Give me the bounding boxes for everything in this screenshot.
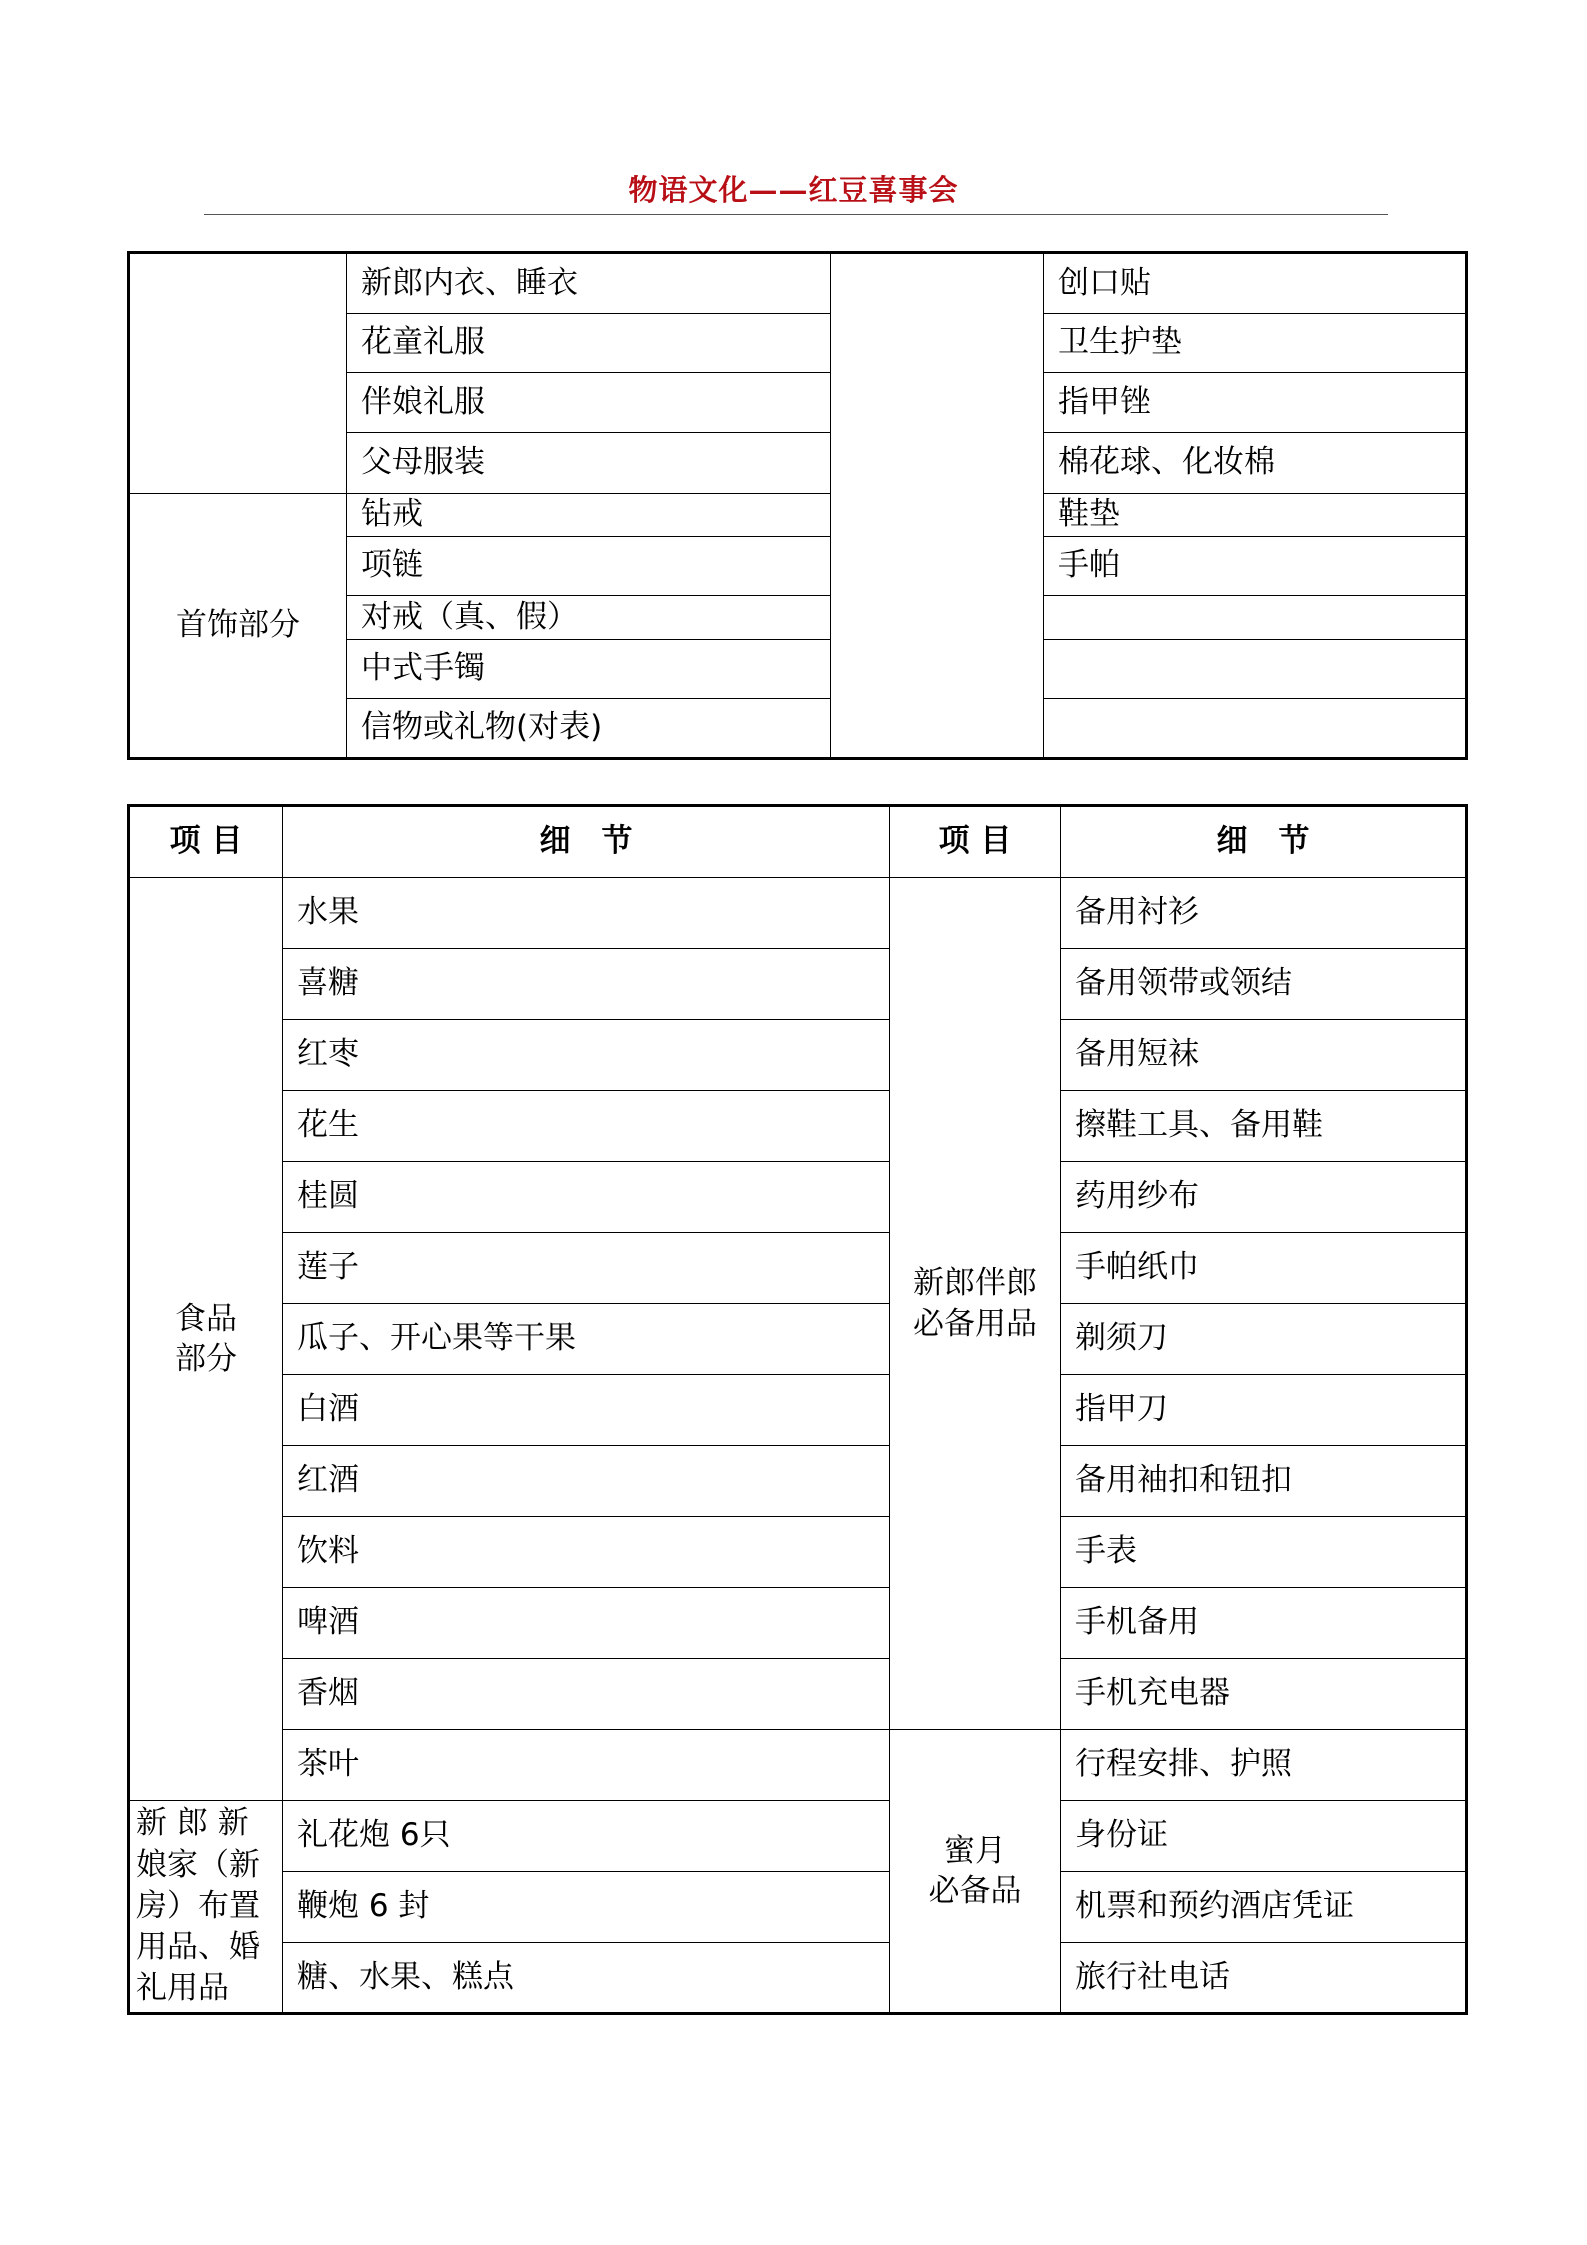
category-jewelry: 首饰部分 [129,494,347,759]
page-header-title: 物语文化——红豆喜事会 [628,173,959,207]
category-cell-blank [129,253,347,494]
category-food [129,878,283,1801]
detail-cell: 水果 [283,878,890,949]
detail-cell: 身份证 [1061,1801,1467,1872]
detail-cell: 钻戒 [347,494,831,537]
category-cell-blank [831,253,1044,759]
detail-cell: 中式手镯 [347,640,831,699]
detail-cell: 指甲刀 [1061,1375,1467,1446]
detail-cell: 礼花炮 6只 [283,1801,890,1872]
detail-cell: 桂圆 [283,1162,890,1233]
detail-cell: 指甲锉 [1044,373,1467,433]
detail-cell: 喜糖 [283,949,890,1020]
detail-cell: 红枣 [283,1020,890,1091]
detail-cell: 花生 [283,1091,890,1162]
detail-cell: 旅行社电话 [1061,1943,1467,2014]
detail-cell: 莲子 [283,1233,890,1304]
category-honeymoon-line1: 蜜月 [944,1832,1006,1869]
category-groom-line1: 新郎伴郎 [913,1265,1037,1302]
detail-cell: 糖、水果、糕点 [283,1943,890,2014]
category-home-decor: 新 郎 新 娘家（新 房）布置 用品、婚 礼用品 [129,1801,283,2014]
detail-cell: 白酒 [283,1375,890,1446]
detail-cell: 机票和预约酒店凭证 [1061,1872,1467,1943]
detail-cell [1044,640,1467,699]
detail-cell: 擦鞋工具、备用鞋 [1061,1091,1467,1162]
detail-cell: 备用衬衫 [1061,878,1467,949]
detail-cell: 父母服装 [347,433,831,494]
detail-cell: 手机备用 [1061,1588,1467,1659]
detail-cell: 花童礼服 [347,314,831,373]
detail-cell [1044,596,1467,640]
header-detail: 细 节 [283,806,890,878]
category-groom [890,878,1061,1730]
detail-cell: 备用袖扣和钮扣 [1061,1446,1467,1517]
detail-cell: 香烟 [283,1659,890,1730]
clothing-jewelry-table [127,251,1468,760]
category-groom-line2: 必备用品 [913,1305,1037,1342]
detail-cell: 剃须刀 [1061,1304,1467,1375]
detail-cell: 备用短袜 [1061,1020,1467,1091]
detail-cell: 新郎内衣、睡衣 [347,253,831,314]
detail-cell: 创口贴 [1044,253,1467,314]
detail-cell: 手机充电器 [1061,1659,1467,1730]
category-honeymoon-line2: 必备品 [928,1873,1022,1909]
category-food-line2: 部分 [175,1341,237,1377]
detail-cell: 行程安排、护照 [1061,1730,1467,1801]
detail-cell: 对戒（真、假） [347,596,831,640]
detail-cell: 手帕 [1044,537,1467,596]
detail-cell: 项链 [347,537,831,596]
header-detail: 细 节 [1061,806,1467,878]
detail-cell: 棉花球、化妆棉 [1044,433,1467,494]
wedding-items-table [127,804,1468,2015]
detail-cell: 瓜子、开心果等干果 [283,1304,890,1375]
detail-cell: 伴娘礼服 [347,373,831,433]
header-divider [204,214,1388,215]
detail-cell: 药用纱布 [1061,1162,1467,1233]
detail-cell: 鞭炮 6 封 [283,1872,890,1943]
detail-cell: 手帕纸巾 [1061,1233,1467,1304]
detail-cell [1044,699,1467,759]
header-item: 项 目 [890,806,1061,878]
detail-cell: 备用领带或领结 [1061,949,1467,1020]
detail-cell: 手表 [1061,1517,1467,1588]
category-food-line1: 食品 [175,1300,237,1337]
detail-cell: 卫生护垫 [1044,314,1467,373]
detail-cell: 啤酒 [283,1588,890,1659]
detail-cell: 红酒 [283,1446,890,1517]
detail-cell: 饮料 [283,1517,890,1588]
detail-cell: 茶叶 [283,1730,890,1801]
detail-cell: 鞋垫 [1044,494,1467,537]
header-item: 项 目 [129,806,283,878]
category-honeymoon [890,1730,1061,2014]
detail-cell: 信物或礼物(对表) [347,699,831,759]
